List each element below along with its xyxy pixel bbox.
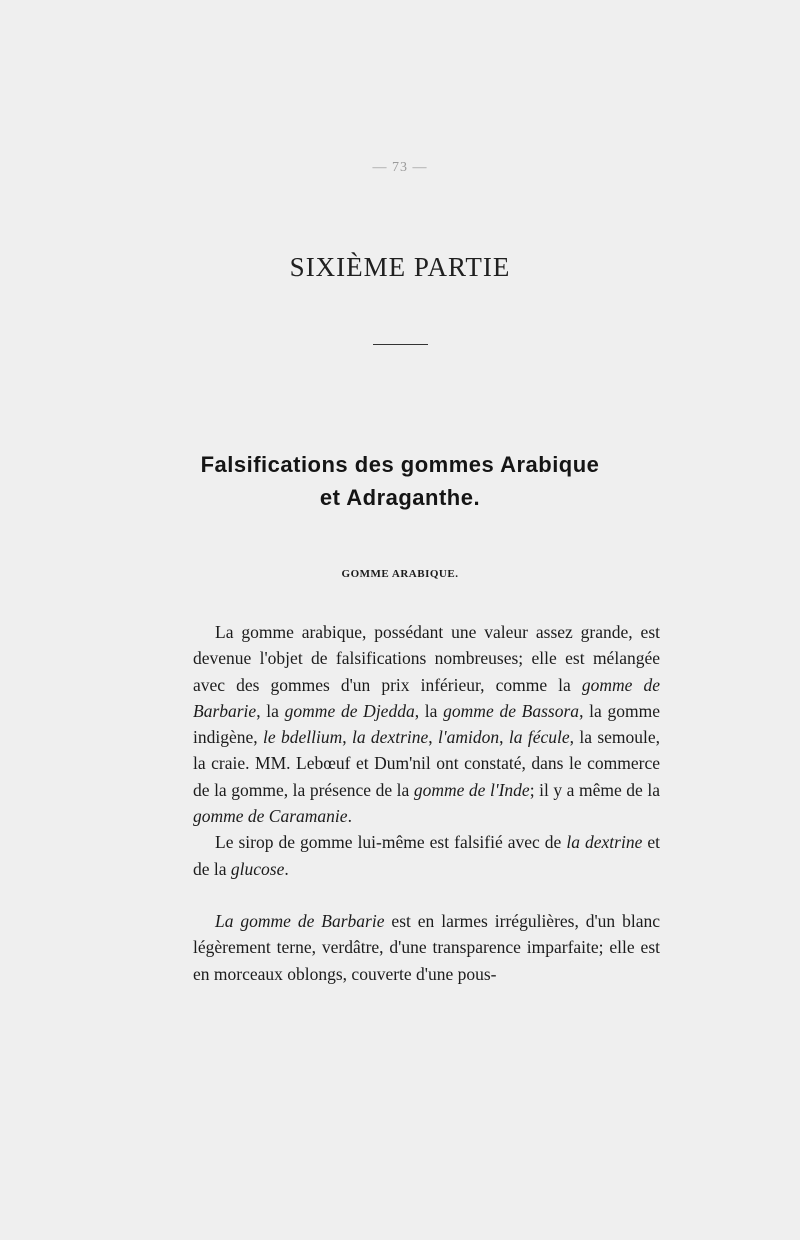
paragraph-1	[193, 619, 660, 829]
chapter-title-line-1: Falsifications des gommes Arabique	[200, 452, 600, 477]
page-number: — 73 —	[372, 160, 428, 175]
section-subtitle: GOMME ARABIQUE.	[341, 568, 459, 580]
paragraph-2	[193, 829, 660, 882]
paragraph-1-text: La gomme arabique, possédant une valeur assez grande, est devenue l'objet de falsifications nombreuses; elle est mélangée avec des gommes d'un prix inférieur, comme la gomme de Barbarie, la gomme de Djedda, la gomme de Bassora, la gomme indigène, le bdellium, la dextrine, l'amidon, la fécule, la semoule, la craie. MM. Lebœuf et Dum'nil ont constaté, dans le commerce de la gomme, la présence de la gomme de l'Inde; il y a même de la gomme de Caramanie.	[193, 622, 661, 827]
paragraph-2-text: Le sirop de gomme lui-même est falsifié avec de la dextrine et de la glucose.	[193, 832, 660, 879]
body-text	[193, 619, 660, 987]
part-title: SIXIÈME PARTIE	[289, 252, 511, 282]
paragraph-3	[193, 908, 660, 987]
chapter-title-line-2: et Adraganthe.	[319, 485, 481, 510]
paragraph-gap	[193, 882, 660, 908]
paragraph-3-text: La gomme de Barbarie est en larmes irrégulières, d'un blanc légèrement terne, verdâtre, d'une transparence imparfaite; elle est en morceaux oblongs, couverte d'une pous-	[193, 910, 660, 984]
chapter-title	[0, 448, 800, 514]
divider-rule	[373, 344, 428, 345]
